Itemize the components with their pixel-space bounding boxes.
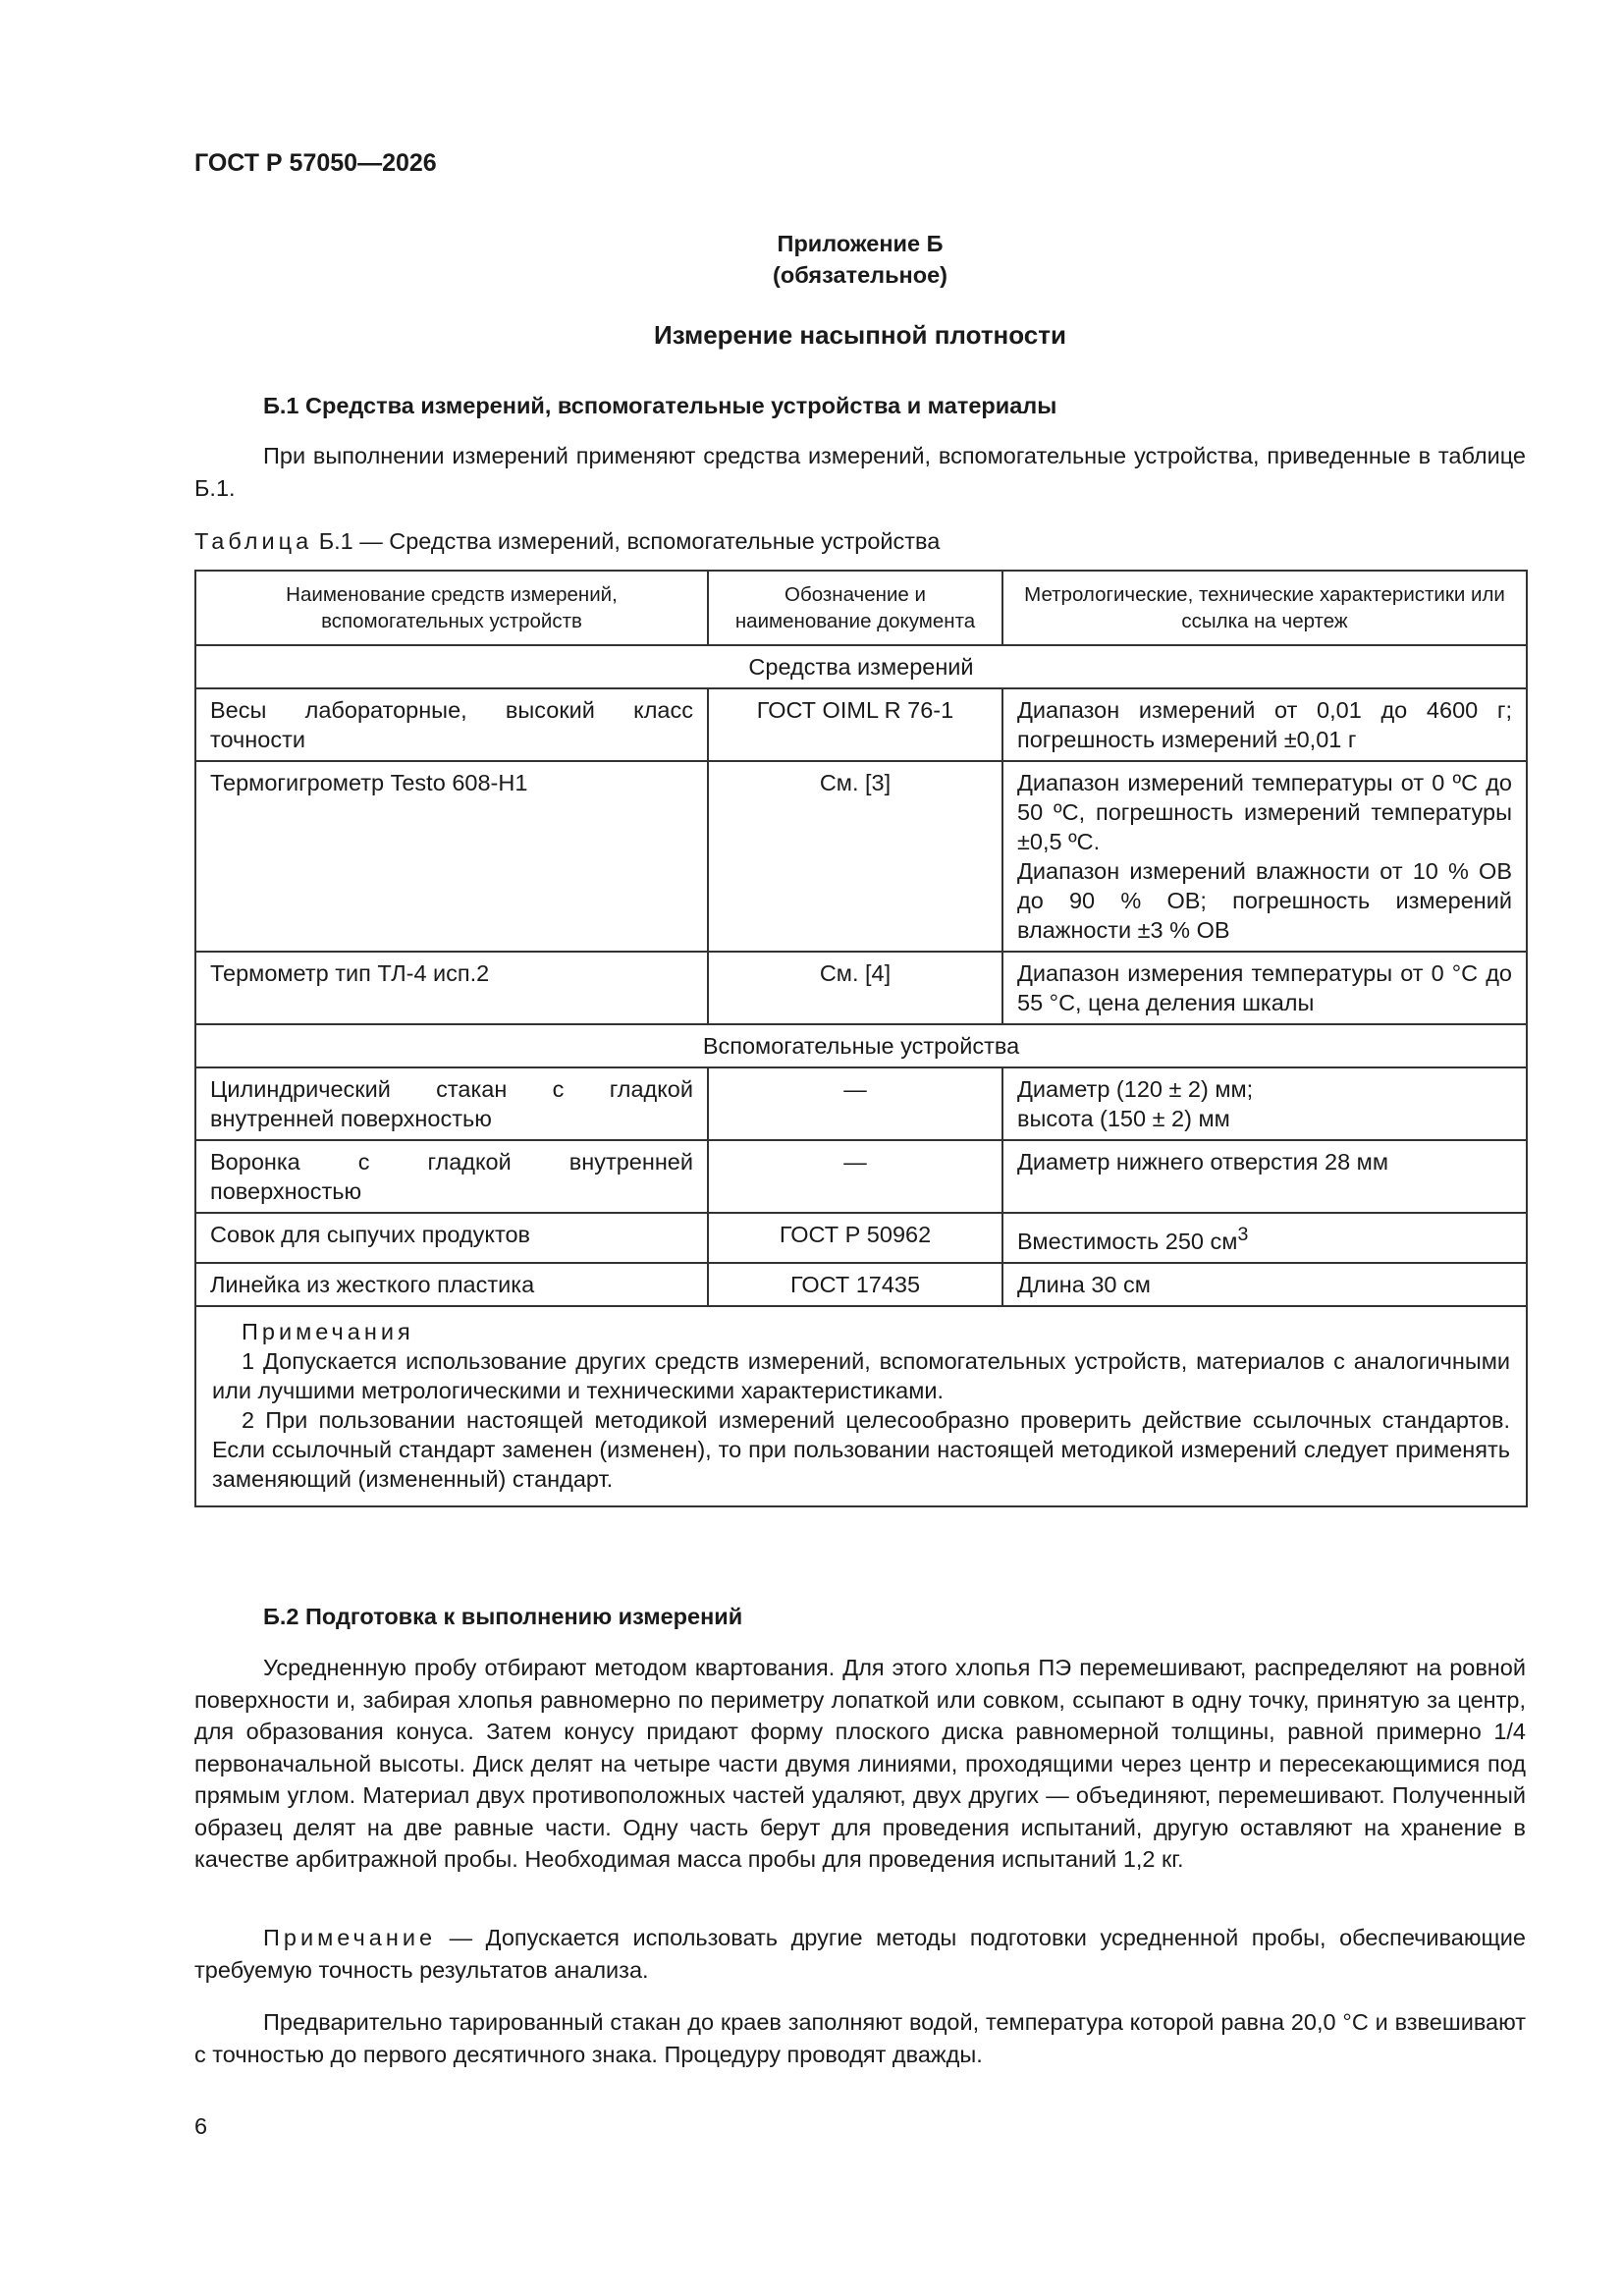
cell-doc: См. [4] — [708, 952, 1002, 1024]
table-header-row — [195, 571, 1527, 645]
cell-doc: — — [708, 1067, 1002, 1140]
cell-doc: См. [3] — [708, 761, 1002, 952]
section-b2-paragraph-2: Предварительно тарированный стакан до краев заполняют водой, температура которой равна 20,0 °С и взвешивают с точностью до первого десятичного знака. Процедуру проводят дважды. — [194, 2009, 1526, 2067]
notes-title: Примечания — [242, 1318, 414, 1344]
section-b1-intro: При выполнении измерений применяют средства измерений, вспомогательные устройства, приведенные в таблице Б.1. — [194, 443, 1526, 501]
table-caption-text: Б.1 — Средства измерений, вспомогательные устройства — [318, 528, 941, 554]
table-section-row — [195, 645, 1527, 688]
cell-spec-line: Диапазон измерений влажности от 10 % ОВ до 90 % ОВ; погрешность измерений влажности ±3 % ОВ — [1017, 858, 1512, 943]
table-row — [195, 688, 1527, 761]
table-row — [195, 952, 1527, 1024]
cell-spec — [1002, 1067, 1527, 1140]
header-name: Наименование средств измерений, вспомогательных устройств — [195, 571, 708, 645]
cell-name: Термометр тип ТЛ-4 исп.2 — [195, 952, 708, 1024]
cell-name: Воронка с гладкой внутренней поверхностью — [195, 1140, 708, 1213]
appendix-title — [194, 228, 1526, 291]
note-label: Примечание — [263, 1925, 437, 1950]
appendix-name: Измерение насыпной плотности — [654, 320, 1066, 350]
document-code: ГОСТ Р 57050—2026 — [194, 149, 437, 177]
appendix-status: (обязательное) — [773, 262, 947, 288]
table-caption-label: Таблица — [194, 528, 313, 554]
cell-spec: Диапазон измерения температуры от 0 °С до 55 °С, цена деления шкалы — [1002, 952, 1527, 1024]
table-notes — [195, 1306, 1527, 1506]
section-b2-note — [194, 1922, 1526, 1986]
table-row — [195, 1140, 1527, 1213]
table-row — [195, 1263, 1527, 1306]
table-row — [195, 1213, 1527, 1263]
cell-spec-line: Диапазон измерений температуры от 0 ºС до 50 ºС, погрешность измерений температуры ±0,5 ºС. — [1017, 770, 1512, 854]
table-row — [195, 761, 1527, 952]
cell-spec-line: высота (150 ± 2) мм — [1017, 1106, 1230, 1131]
cell-name: Линейка из жесткого пластика — [195, 1263, 708, 1306]
cell-spec-line: Диаметр (120 ± 2) мм; — [1017, 1076, 1254, 1102]
table-row — [195, 1067, 1527, 1140]
cell-name: Цилиндрический стакан с гладкой внутренней поверхностью — [195, 1067, 708, 1140]
table-b1 — [194, 570, 1528, 1507]
table-section-row — [195, 1024, 1527, 1067]
table-caption — [194, 528, 940, 555]
cell-spec — [1002, 761, 1527, 952]
cell-doc: ГОСТ 17435 — [708, 1263, 1002, 1306]
cell-spec: Диаметр нижнего отверстия 28 мм — [1002, 1140, 1527, 1213]
cell-doc: ГОСТ Р 50962 — [708, 1213, 1002, 1263]
cell-name: Термогигрометр Testo 608-H1 — [195, 761, 708, 952]
section-measurement-tools: Средства измерений — [195, 645, 1527, 688]
section-b2-heading: Б.2 Подготовка к выполнению измерений — [263, 1604, 743, 1629]
header-doc: Обозначение и наименование документа — [708, 571, 1002, 645]
cell-name: Весы лабораторные, высокий класс точности — [195, 688, 708, 761]
note-text: — Допускается использовать другие методы подготовки усредненной пробы, обеспечивающие требуемую точность результатов анализа. — [194, 1925, 1526, 1983]
cell-spec: Длина 30 см — [1002, 1263, 1527, 1306]
section-b1-heading: Б.1 Средства измерений, вспомогательные устройства и материалы — [263, 393, 1057, 418]
header-spec: Метрологические, технические характеристики или ссылка на чертеж — [1002, 571, 1527, 645]
note-item: 1 Допускается использование других средств измерений, вспомогательных устройств, материалов с аналогичными или лучшими метрологическими и техническими характеристиками. — [212, 1347, 1510, 1403]
section-auxiliary-devices: Вспомогательные устройства — [195, 1024, 1527, 1067]
page-number: 6 — [194, 2113, 208, 2139]
note-item: 2 При пользовании настоящей методикой измерений целесообразно проверить действие ссылочных стандартов. Если ссылочный стандарт заменен (изменен), то при пользовании настоящей методикой измерений следует применять заменяющий (измененный) стандарт. — [212, 1406, 1510, 1492]
cell-spec-text: Вместимость 250 см — [1017, 1228, 1238, 1254]
cell-doc: — — [708, 1140, 1002, 1213]
cell-doc: ГОСТ OIML R 76-1 — [708, 688, 1002, 761]
cell-spec-superscript: 3 — [1237, 1224, 1249, 1245]
cell-name: Совок для сыпучих продуктов — [195, 1213, 708, 1263]
cell-spec: Диапазон измерений от 0,01 до 4600 г; погрешность измерений ±0,01 г — [1002, 688, 1527, 761]
table-notes-row — [195, 1306, 1527, 1506]
appendix-label: Приложение Б — [777, 231, 944, 256]
cell-spec — [1002, 1213, 1527, 1263]
section-b2-paragraph-1: Усредненную пробу отбирают методом квартования. Для этого хлопья ПЭ перемешивают, распределяют на ровной поверхности и, забирая хлопья равномерно по периметру лопаткой или совком, ссыпают в одну точку, принятую за центр, для образования конуса. Затем конусу придают форму плоского диска равномерной толщины, равной примерно 1/4 первоначальной высоты. Диск делят на четыре части двумя линиями, проходящими через центр и пересекающимися под прямым углом. Материал двух противоположных частей удаляют, двух других — объединяют, перемешивают. Полученный образец делят на две равные части. Одну часть берут для проведения испытаний, другую оставляют на хранение в качестве арбитражной пробы. Необходимая масса пробы для проведения испытаний 1,2 кг. — [194, 1655, 1526, 1872]
